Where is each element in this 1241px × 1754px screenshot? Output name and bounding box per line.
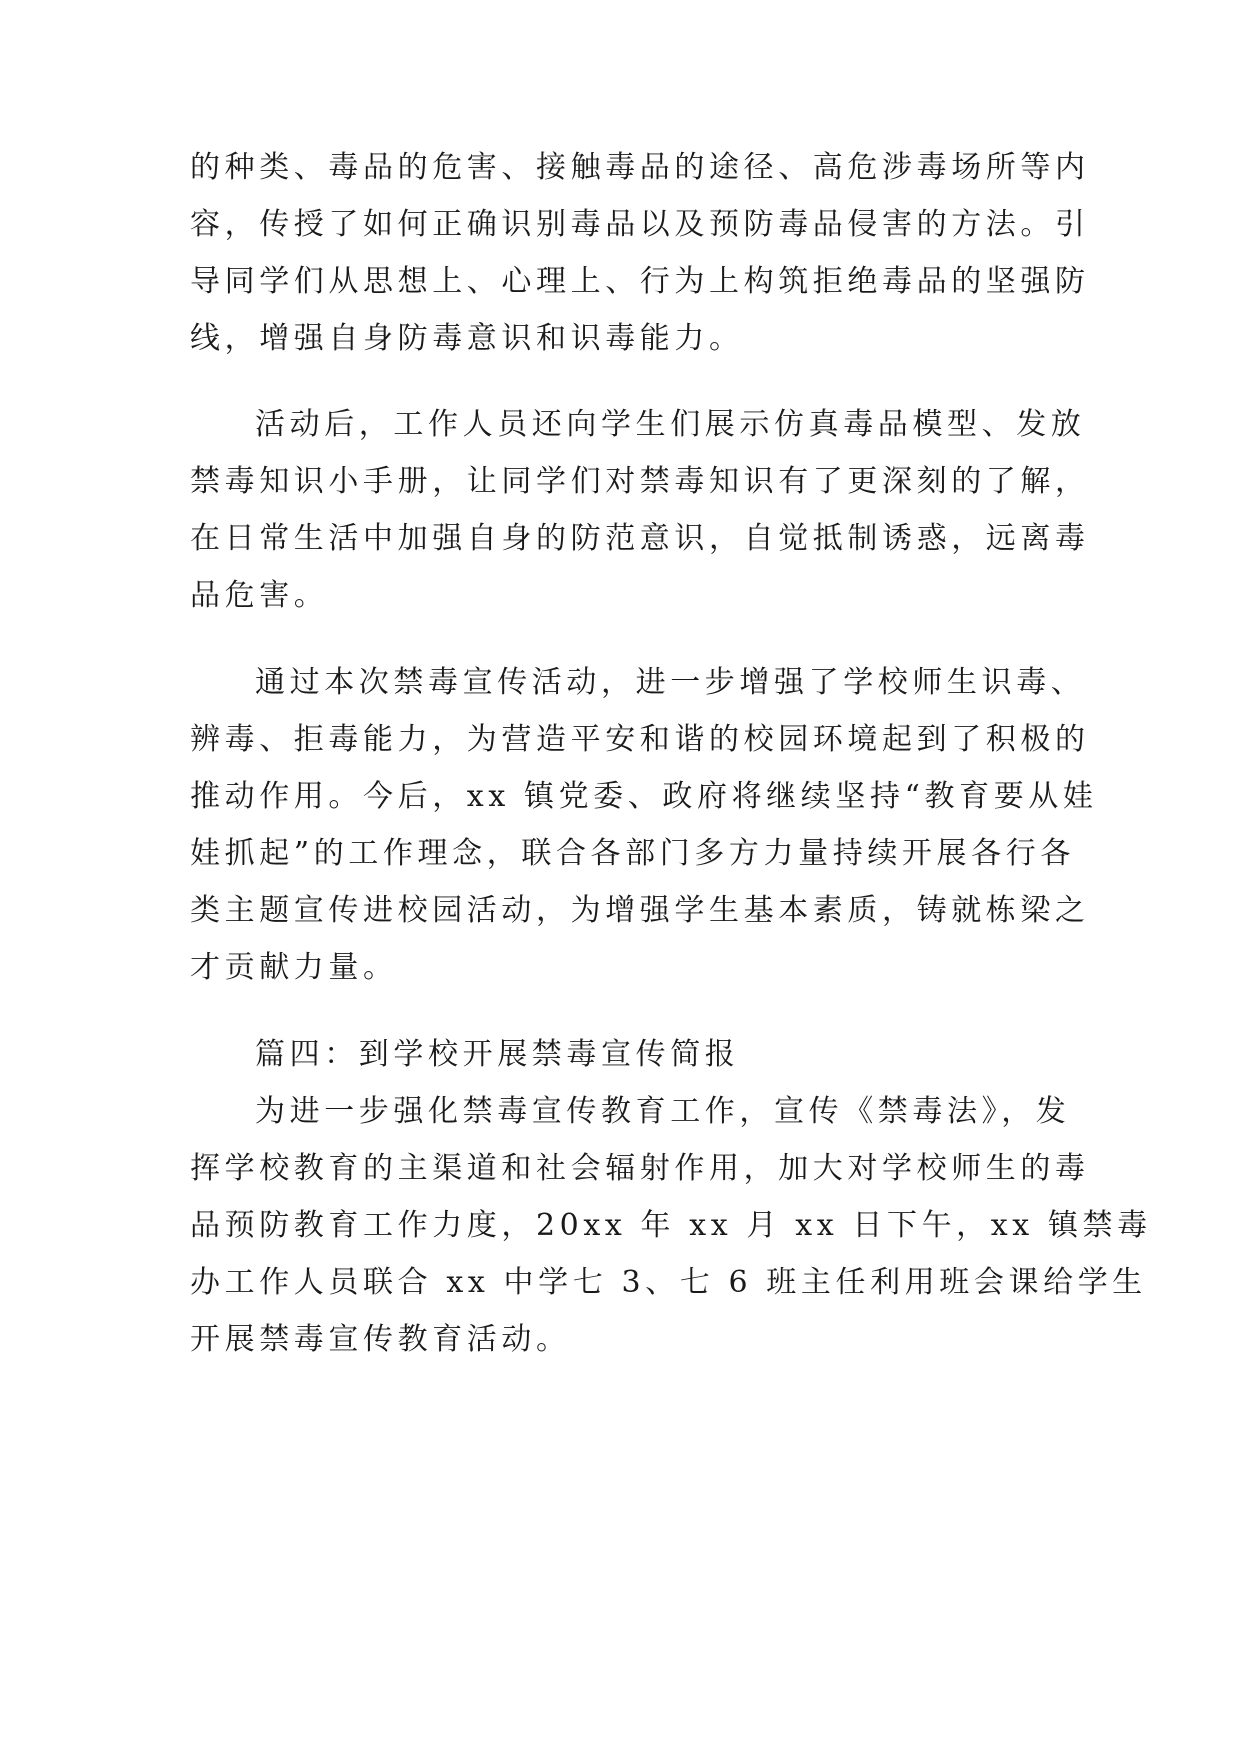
paragraph-4-line-3: 品预防教育工作力度，20xx 年 xx 月 xx 日下午，xx 镇禁毒 [190,1208,1152,1243]
paragraph-2-line-1: 活动后，工作人员还向学生们展示仿真毒品模型、发放 [255,407,1086,442]
paragraph-1-line-3: 导同学们从思想上、心理上、行为上构筑拒绝毒品的坚强防 [190,264,1090,299]
paragraph-4-line-2: 挥学校教育的主渠道和社会辐射作用，加大对学校师生的毒 [190,1151,1090,1186]
paragraph-3-line-6: 才贡献力量。 [190,950,398,985]
paragraph-1-line-1: 的种类、毒品的危害、接触毒品的途径、高危涉毒场所等内 [190,150,1090,185]
paragraph-4-line-1: 为进一步强化禁毒宣传教育工作，宣传《禁毒法》，发 [255,1094,1071,1129]
paragraph-3-line-4: 娃抓起”的工作理念，联合各部门多方力量持续开展各行各 [190,836,1075,871]
section-heading: 篇四：到学校开展禁毒宣传简报 [255,1037,740,1072]
paragraph-4-line-4: 办工作人员联合 xx 中学七 3、七 6 班主任利用班会课给学生 [190,1265,1147,1300]
paragraph-2-line-3: 在日常生活中加强自身的防范意识，自觉抵制诱惑，远离毒 [190,521,1090,556]
paragraph-2-line-2: 禁毒知识小手册，让同学们对禁毒知识有了更深刻的了解， [190,464,1090,499]
paragraph-3-line-3: 推动作用。今后，xx 镇党委、政府将继续坚持“教育要从娃 [190,779,1098,814]
paragraph-1-line-4: 线，增强自身防毒意识和识毒能力。 [190,321,744,356]
paragraph-3-line-2: 辨毒、拒毒能力，为营造平安和谐的校园环境起到了积极的 [190,722,1090,757]
paragraph-2-line-4: 品危害。 [190,578,329,613]
paragraph-3-line-1: 通过本次禁毒宣传活动，进一步增强了学校师生识毒、 [255,665,1086,700]
paragraph-3-line-5: 类主题宣传进校园活动，为增强学生基本素质，铸就栋梁之 [190,893,1090,928]
paragraph-1-line-2: 容，传授了如何正确识别毒品以及预防毒品侵害的方法。引 [190,207,1090,242]
paragraph-4-line-5: 开展禁毒宣传教育活动。 [190,1322,571,1357]
